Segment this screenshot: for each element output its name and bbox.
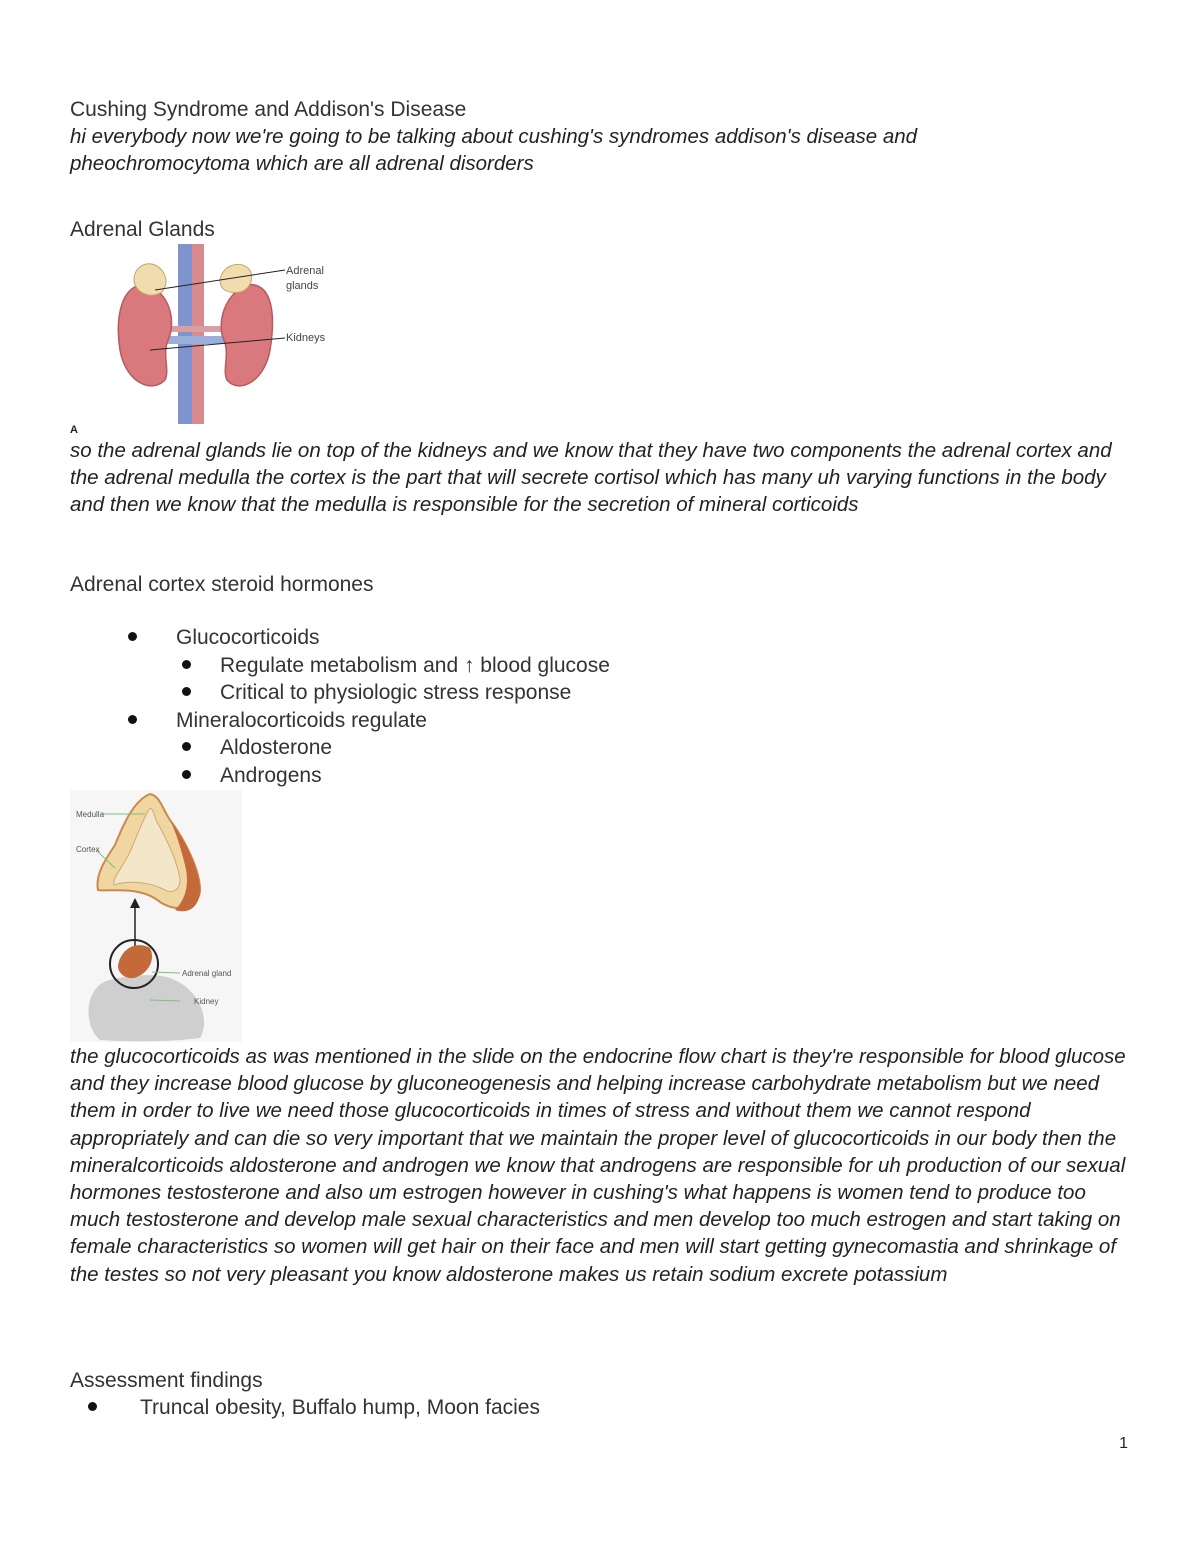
adrenal-glands-transcript: so the adrenal glands lie on top of the kidneys and we know that they have two components the adrenal cortex and the adrenal medulla the cortex is the part that will secrete cortisol which has many uh varying functions in the body and then we know that the medulla is responsible for the secretion of mineral corticoids	[70, 439, 1112, 517]
glucocorticoids-transcript: the glucocorticoids as was mentioned in the slide on the endocrine flow chart is they're responsible for blood glucose and they increase blood glucose by gluconeogenesis and helping increase carbohydrate metabolism but we need them in order to live we need those glucocorticoids in times of stress and without them we cannot respond appropriately and can die so very important that we maintain the proper level of glucocorticoids in our body then the mineralcorticoids aldosterone and androgen we know that androgens are responsible for uh production of our sexual hormones testosterone and also um estrogen however in cushing's what happens is women tend to produce too much testosterone and develop male sexual characteristics and men develop too much estrogen and start taking on female characteristics so women will get hair on their face and men will start getting gynecomastia and shrinkage of the testes so not very pleasant you know aldosterone makes us retain sodium excrete potassium	[70, 1045, 1126, 1286]
vena-cava-shape	[178, 244, 192, 424]
label-adrenal-1: Adrenal	[286, 265, 324, 277]
page-title: Cushing Syndrome and Addison's Disease	[70, 98, 467, 121]
right-kidney-shape	[221, 285, 272, 386]
right-adrenal-shape	[220, 264, 252, 292]
label-cortex: Cortex	[76, 845, 100, 854]
bullet-dot	[182, 660, 191, 669]
bullet-aldosterone: Aldosterone	[220, 736, 333, 759]
bullet-dot	[182, 770, 191, 779]
bullet-dot	[88, 1402, 97, 1411]
label-kidney: Kidney	[194, 997, 219, 1006]
section-heading-assessment: Assessment findings	[70, 1369, 263, 1392]
aorta-shape	[192, 244, 204, 424]
bullet-glucocorticoids: Glucocorticoids	[176, 626, 320, 649]
bullet-dot	[128, 632, 137, 641]
bullet-stress-response: Critical to physiologic stress response	[220, 681, 572, 704]
intro-transcript: hi everybody now we're going to be talking about cushing's syndromes addison's disease and pheochromocytoma which are all adrenal disorders	[70, 125, 918, 176]
label-adrenal-gland: Adrenal gland	[182, 969, 232, 978]
label-kidneys: Kidneys	[286, 332, 326, 344]
adrenal-kidney-diagram	[110, 240, 340, 430]
figure-caption-letter: A	[70, 424, 78, 436]
left-kidney-shape	[118, 285, 171, 386]
section-heading-adrenal-glands: Adrenal Glands	[70, 218, 215, 241]
page-number: 1	[1119, 1435, 1128, 1452]
bullet-mineralocorticoids: Mineralocorticoids regulate	[176, 709, 427, 732]
section-heading-cortex-hormones: Adrenal cortex steroid hormones	[70, 573, 374, 596]
bullet-dot	[128, 715, 137, 724]
bullet-regulate-metabolism: Regulate metabolism and ↑ blood glucose	[220, 654, 610, 677]
bullet-dot	[182, 742, 191, 751]
label-adrenal-2: glands	[286, 280, 319, 292]
bullet-androgens: Androgens	[220, 764, 322, 787]
adrenal-cross-section-diagram	[70, 790, 242, 1042]
left-adrenal-shape	[134, 264, 166, 295]
label-medulla: Medulla	[76, 810, 105, 819]
bullet-truncal-obesity: Truncal obesity, Buffalo hump, Moon facies	[140, 1396, 540, 1419]
bullet-dot	[182, 687, 191, 696]
